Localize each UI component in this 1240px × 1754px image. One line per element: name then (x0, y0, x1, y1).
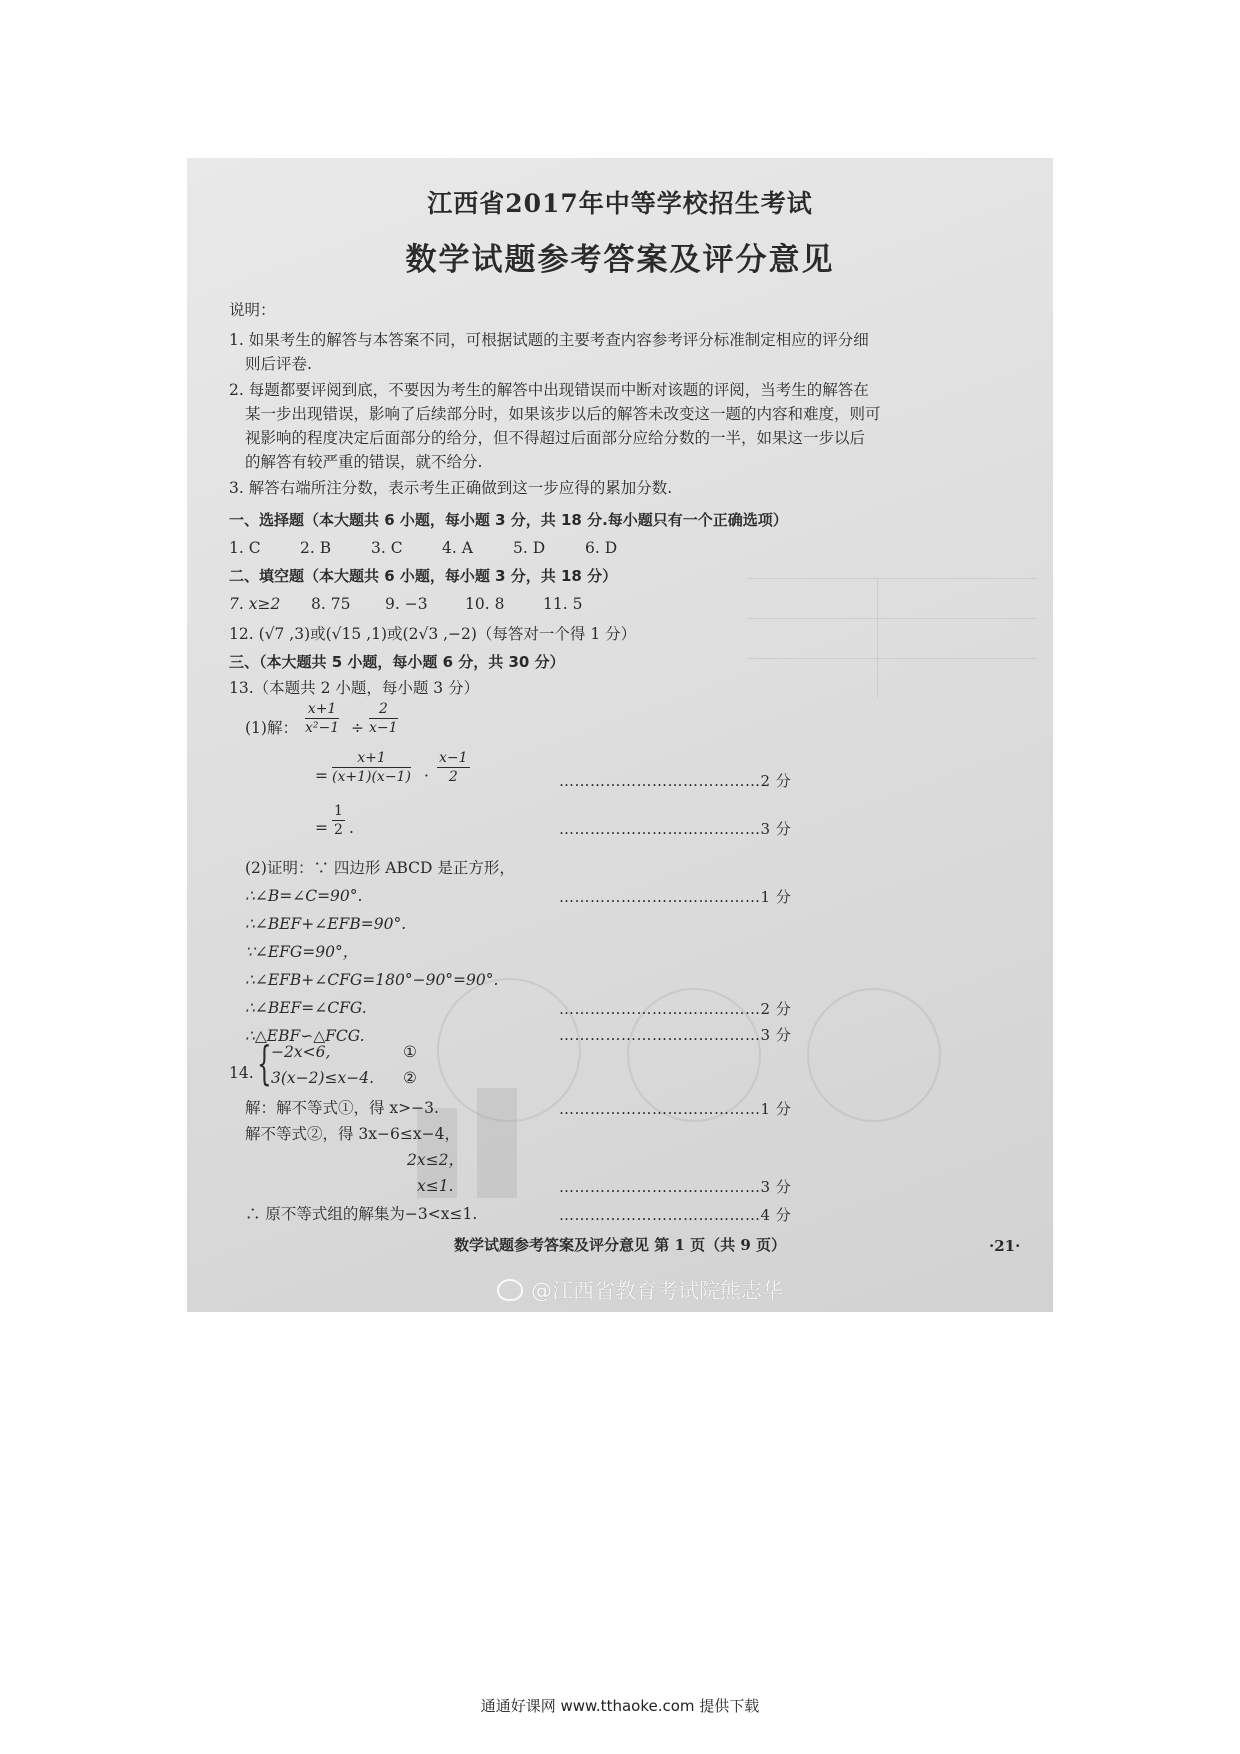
fraction-one-half (332, 803, 345, 838)
fraction-x-plus-1-over-x2-minus-1 (305, 701, 339, 736)
answer-sheet-content (187, 158, 1053, 1312)
proof-line-4: ∵∠EFG=90°， (245, 943, 359, 961)
q14-solution-line-3: 2x≤2， (407, 1151, 464, 1169)
answer-4: 4. A (442, 539, 473, 557)
instruction-2-line-3: 视影响的程度决定后面部分的给分，但不得超过后面部分应给分数的一半，如果这一步以后 (245, 429, 866, 447)
q14-solution-line-2: 解不等式②，得 3x−6≤x−4， (245, 1125, 460, 1143)
answer-11: 11. 5 (543, 595, 583, 613)
proof-line-2: ∴∠B=∠C=90°. (245, 887, 363, 905)
proof-line-1: (2)证明：∵ 四边形 ABCD 是正方形， (245, 859, 515, 877)
answer-9: 9. −3 (385, 595, 428, 613)
proof-line-3: ∴∠BEF+∠EFB=90°. (245, 915, 407, 933)
fraction-denominator: x−1 (369, 720, 398, 736)
score-3-points: …………………………………3 分 (559, 1026, 792, 1044)
question-14-label: 14. (229, 1064, 254, 1082)
q13-part1-prefix: (1)解： (245, 719, 298, 737)
answer-12: 12. (√7 ,3)或(√15 ,1)或(2√3 ,−2)（每答对一个得 1 分） (229, 625, 637, 643)
multiply-sign: · (424, 767, 429, 785)
question-13-heading: 13.（本题共 2 小题，每小题 3 分） (229, 679, 480, 697)
instructions-heading: 说明： (229, 301, 276, 319)
score-1-point: …………………………………1 分 (559, 1100, 792, 1118)
score-1-point: …………………………………1 分 (559, 888, 792, 906)
equals-sign: = (315, 819, 328, 837)
q14-solution-line-5: ∴ 原不等式组的解集为−3<x≤1. (245, 1205, 478, 1223)
inequality-2-marker: ② (403, 1069, 417, 1087)
system-brace: { (257, 1036, 272, 1090)
fraction-x-minus-1-over-2 (437, 750, 470, 785)
fraction-2-over-x-minus-1 (369, 701, 398, 736)
proof-line-6: ∴∠BEF=∠CFG. (245, 999, 367, 1017)
score-2-points: …………………………………2 分 (559, 772, 792, 790)
fraction-numerator: 2 (369, 701, 398, 719)
section-3-heading: 三、（本大题共 5 小题，每小题 6 分，共 30 分） (229, 653, 565, 671)
instruction-1-line-2: 则后评卷. (245, 355, 312, 373)
section-1-heading: 一、选择题（本大题共 6 小题，每小题 3 分，共 18 分.每小题只有一个正确选项） (229, 511, 788, 529)
answer-6: 6. D (585, 539, 618, 557)
instruction-2-line-1: 2. 每题都要评阅到底，不要因为考生的解答中出现错误而中断对该题的评阅，当考生的解答在 (229, 381, 869, 399)
answer-2: 2. B (300, 539, 332, 557)
fraction-denominator: 2 (334, 822, 343, 838)
page-caption: 数学试题参考答案及评分意见 第 1 页（共 9 页） (454, 1236, 786, 1254)
instruction-2-line-4: 的解答有较严重的错误，就不给分. (245, 453, 483, 471)
fraction-denominator: 2 (448, 769, 458, 785)
fraction-numerator: 1 (334, 803, 343, 819)
proof-line-5: ∴∠EFB+∠CFG=180°−90°=90°. (245, 971, 499, 989)
score-3-points: …………………………………3 分 (559, 1178, 792, 1196)
inequality-2: 3(x−2)≤x−4. (271, 1069, 375, 1087)
answer-10: 10. 8 (465, 595, 505, 613)
score-4-points: …………………………………4 分 (559, 1206, 792, 1224)
instruction-3: 3. 解答右端所注分数，表示考生正确做到这一步应得的累加分数. (229, 479, 673, 497)
download-footer: 通通好课网 www.tthaoke.com 提供下载 (480, 1697, 760, 1715)
answer-8: 8. 75 (311, 595, 351, 613)
exam-title: 江西省2017年中等学校招生考试 (427, 189, 813, 218)
answer-7: 7. x≥2 (229, 595, 281, 613)
fraction-numerator: x+1 (332, 750, 411, 768)
answer-key-title: 数学试题参考答案及评分意见 (405, 242, 835, 278)
score-3-points: …………………………………3 分 (559, 820, 792, 838)
score-2-points: …………………………………2 分 (559, 1000, 792, 1018)
weibo-logo-icon (497, 1279, 523, 1301)
fraction-denominator: (x+1)(x−1) (332, 769, 411, 785)
instruction-2-line-2: 某一步出现错误，影响了后续部分时，如果该步以后的解答未改变这一题的内容和难度，则可 (245, 405, 881, 423)
fraction-denominator: x²−1 (305, 720, 340, 736)
instruction-1-line-1: 1. 如果考生的解答与本答案不同，可根据试题的主要考查内容参考评分标准制定相应的评分细 (229, 331, 869, 349)
fraction-numerator: x−1 (439, 750, 468, 766)
answer-5: 5. D (513, 539, 546, 557)
weibo-watermark-text: @江西省教育考试院熊志华 (531, 1279, 783, 1303)
inequality-1: −2x<6, (271, 1043, 331, 1061)
answer-1: 1. C (229, 539, 261, 557)
inequality-1-marker: ① (403, 1043, 417, 1061)
divide-sign: ÷ (351, 719, 364, 737)
fraction-numerator: x+1 (305, 701, 339, 719)
answer-3: 3. C (371, 539, 403, 557)
weibo-watermark (497, 1275, 783, 1305)
proof-line-7: ∴△EBF∽△FCG. (245, 1027, 365, 1045)
exam-answer-photo (187, 158, 1053, 1312)
page-number: ·21· (989, 1237, 1021, 1255)
period: . (349, 819, 354, 837)
fraction-x-plus-1-over-factored (332, 750, 411, 785)
q14-solution-line-1: 解：解不等式①，得 x>−3. (245, 1099, 439, 1117)
equals-sign: = (315, 767, 328, 785)
q14-solution-line-4: x≤1. (417, 1177, 454, 1195)
section-2-heading: 二、填空题（本大题共 6 小题，每小题 3 分，共 18 分） (229, 567, 618, 585)
